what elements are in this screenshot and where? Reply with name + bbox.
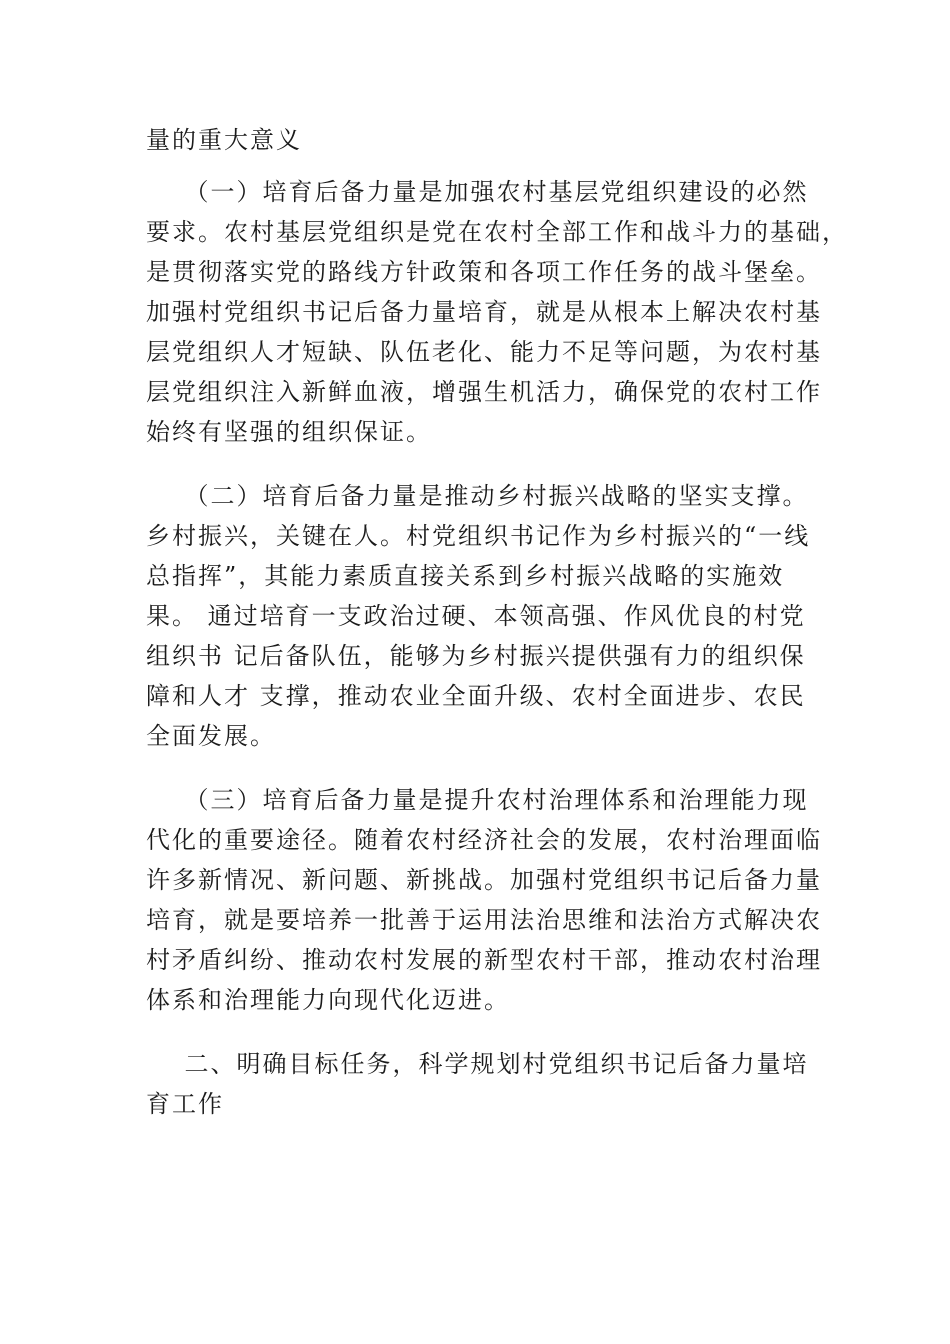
text-line: 培育，就是要培养一批善于运用法治思维和法治方式解决农 bbox=[146, 906, 822, 934]
text-line: 果。 通过培育一支政治过硬、本领高强、作风优良的村党 bbox=[146, 602, 806, 630]
text-line: 层党组织注入新鲜血液，增强生机活力，确保党的农村工作 bbox=[146, 378, 822, 406]
text-line: 组织书 记后备队伍，能够为乡村振兴提供强有力的组织保 bbox=[146, 642, 806, 670]
text-line: 体系和治理能力向现代化迈进。 bbox=[146, 986, 510, 1014]
text-line: 层党组织人才短缺、队伍老化、能力不足等问题，为农村基 bbox=[146, 338, 822, 366]
text-line: 许多新情况、新问题、新挑战。加强村党组织书记后备力量 bbox=[146, 866, 822, 894]
text-line: 总指挥”，其能力素质直接关系到乡村振兴战略的实施效 bbox=[146, 562, 785, 590]
text-line: 是贯彻落实党的路线方针政策和各项工作任务的战斗堡垒。 bbox=[146, 258, 822, 286]
text-line: 障和人才 支撑，推动农业全面升级、农村全面进步、农民 bbox=[146, 682, 806, 710]
text-line: 始终有坚强的组织保证。 bbox=[146, 418, 432, 446]
text-line: 全面发展。 bbox=[146, 722, 276, 750]
text-line: （一）培育后备力量是加强农村基层党组织建设的必然 bbox=[146, 178, 809, 206]
text-line: 量的重大意义 bbox=[146, 126, 302, 154]
text-line: （二）培育后备力量是推动乡村振兴战略的坚实支撑。 bbox=[146, 482, 809, 510]
text-line: 乡村振兴，关键在人。村党组织书记作为乡村振兴的“一线 bbox=[146, 522, 811, 550]
text-line: 加强村党组织书记后备力量培育，就是从根本上解决农村基 bbox=[146, 298, 822, 326]
text-line: 代化的重要途径。随着农村经济社会的发展，农村治理面临 bbox=[146, 826, 822, 854]
section-heading: 育工作 bbox=[146, 1090, 224, 1118]
text-line: （三）培育后备力量是提升农村治理体系和治理能力现 bbox=[146, 786, 809, 814]
section-heading: 二、明确目标任务，科学规划村党组织书记后备力量培 bbox=[146, 1050, 809, 1078]
text-line: 要求。农村基层党组织是党在农村全部工作和战斗力的基础， bbox=[146, 218, 848, 246]
text-line: 村矛盾纠纷、推动农村发展的新型农村干部，推动农村治理 bbox=[146, 946, 822, 974]
